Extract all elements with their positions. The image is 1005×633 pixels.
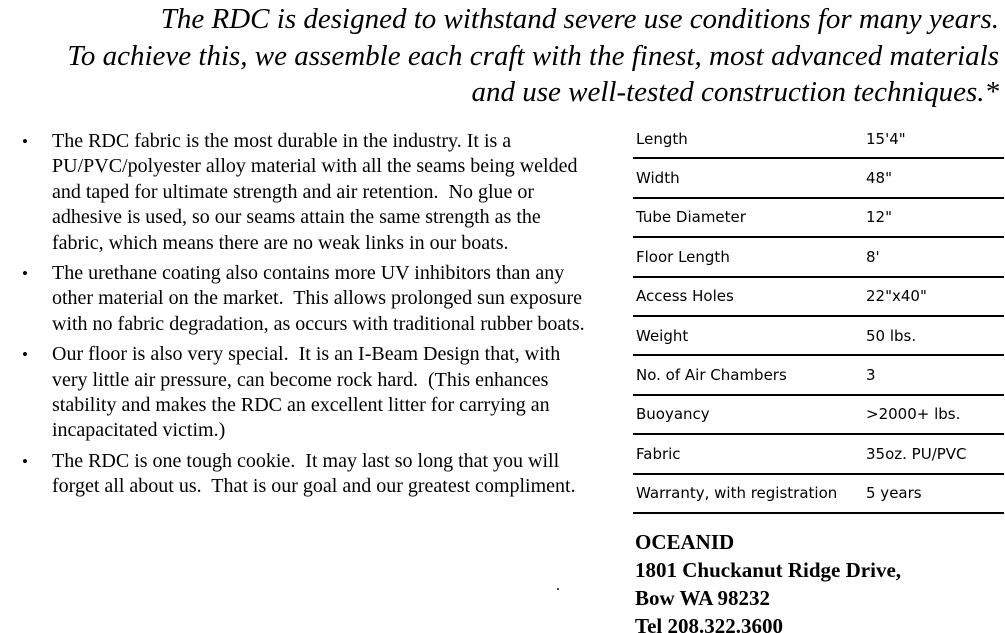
phone-number: Tel 208.322.3600	[635, 614, 783, 633]
bullet-icon: •	[22, 451, 28, 471]
spec-label: Buoyancy	[636, 405, 710, 424]
spec-row-warranty	[633, 475, 1004, 514]
spec-value: 22"x40"	[866, 287, 927, 306]
spec-row-fabric	[633, 435, 1004, 474]
spec-value: 12"	[866, 208, 892, 227]
spec-label: Fabric	[636, 444, 681, 463]
spec-value: 5 years	[866, 484, 922, 503]
bullet-icon: •	[22, 345, 28, 365]
spec-label: Access Holes	[636, 287, 734, 306]
spec-value: 50 lbs.	[866, 326, 917, 345]
spec-label: Weight	[636, 326, 689, 345]
intro-line-3: and use well-tested construction techniques.*	[471, 76, 999, 108]
spec-value: 48"	[866, 169, 892, 188]
spec-value: 35oz. PU/PVC	[866, 444, 967, 463]
bullet-icon: •	[22, 264, 28, 284]
spec-value: >2000+ lbs.	[866, 405, 961, 424]
list-item-fabric	[20, 129, 586, 256]
list-item-text: The urethane coating also contains more UV inhibitors than any other material on the market. This allows prolonged sun exposure with no fabric degradation, as occurs with traditional rubber boats.	[52, 262, 588, 335]
spec-row-weight	[633, 317, 1004, 356]
spec-row-buoyancy	[633, 396, 1004, 435]
list-item-text: Our floor is also very special. It is an I-Beam Design that, with very little air pressure, can become rock hard. (This enhances stability and makes the RDC an excellent litter for carrying an incapacitated victim.)	[52, 343, 566, 442]
list-item-coating	[20, 261, 586, 337]
spec-value: 8'	[866, 247, 880, 266]
feature-list	[20, 129, 586, 505]
spec-label: Floor Length	[636, 247, 730, 266]
spec-row-length	[633, 120, 1004, 159]
list-item-text: The RDC fabric is the most durable in the industry. It is a PU/PVC/polyester alloy material with all the seams being welded and taped for ultimate strength and air retention. No glue or adhesive is used, so our seams attain the same strength as the fabric, which means there are no weak links in our boats.	[52, 130, 583, 254]
list-item-durability	[20, 449, 586, 500]
intro-line-1: The RDC is designed to withstand severe use conditions for many years.	[160, 3, 999, 35]
spec-label: Length	[636, 129, 688, 148]
intro-line-2: To achieve this, we assemble each craft with the finest, most advanced materials	[67, 39, 999, 72]
bullet-icon: •	[22, 132, 28, 151]
address-line-1: 1801 Chuckanut Ridge Drive,	[635, 558, 902, 582]
spec-row-tube-diameter	[633, 199, 1004, 238]
company-name: OCEANID	[635, 530, 735, 554]
spec-row-access-holes	[633, 278, 1004, 317]
spec-value: 3	[866, 366, 876, 385]
spec-value: 15'4"	[866, 129, 906, 148]
spec-label: No. of Air Chambers	[636, 366, 787, 385]
spec-label: Width	[636, 169, 680, 188]
stray-period: .	[556, 577, 560, 594]
spec-row-floor-length	[633, 238, 1004, 277]
address-line-2: Bow WA 98232	[635, 586, 770, 610]
list-item-text: The RDC is one tough cookie. It may last so long that you will forget all about us. That is our goal and our greatest compliment.	[52, 449, 576, 498]
spec-row-width	[633, 159, 1004, 198]
spec-row-air-chambers	[633, 356, 1004, 395]
spec-table	[633, 120, 1004, 514]
spec-label: Tube Diameter	[636, 208, 746, 227]
contact-block	[635, 528, 901, 633]
intro-paragraph	[0, 1, 999, 111]
spec-label: Warranty, with registration	[636, 484, 838, 503]
list-item-floor	[20, 342, 586, 444]
